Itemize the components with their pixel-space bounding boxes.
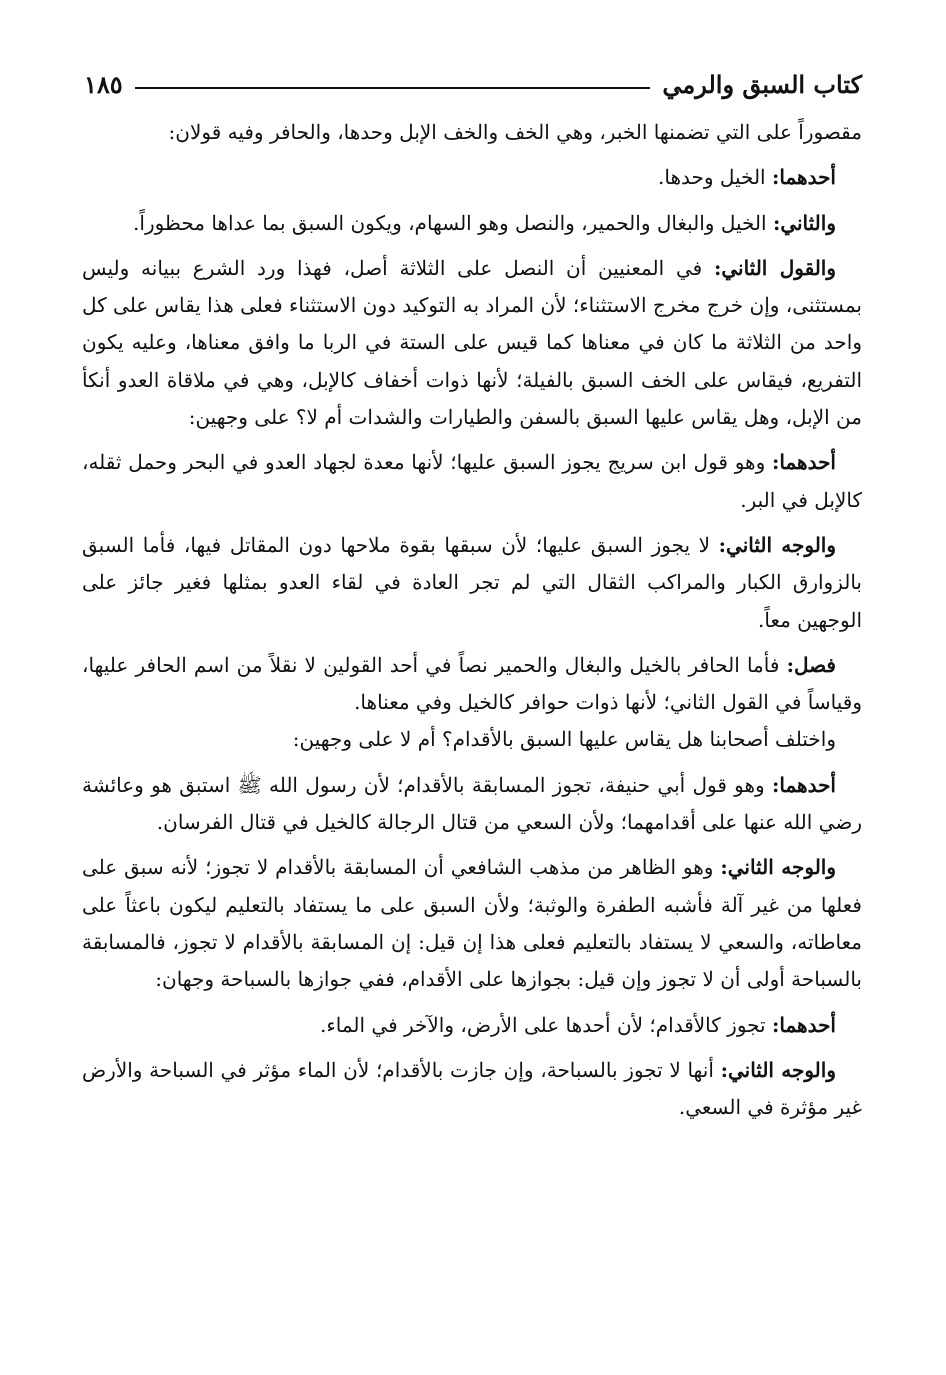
running-title: كتاب السبق والرمي: [662, 69, 862, 99]
paragraph-lead: أحدهما:: [771, 1012, 836, 1037]
paragraph-lead: والوجه الثاني:: [718, 532, 836, 557]
paragraph-lead: والوجه الثاني:: [720, 855, 836, 880]
paragraph: [82, 444, 862, 519]
paragraph-text: وهو قول ابن سريج يجوز السبق عليها؛ لأنها معدة لجهاد العدو في البحر وحمل ثقله، كالإبل في البر.: [82, 450, 862, 512]
paragraph-text: مقصوراً على التي تضمنها الخبر، وهي الخف والخف الإبل وحدها، والحافر وفيه قولان:: [168, 120, 862, 144]
paragraph-lead: فصل:: [786, 652, 836, 677]
paragraph: [82, 767, 862, 842]
paragraph-text: تجوز كالأقدام؛ لأن أحدها على الأرض، والآخر في الماء.: [319, 1012, 772, 1037]
paragraph: [82, 205, 862, 242]
paragraph-lead: والثاني:: [772, 210, 836, 235]
paragraph: [82, 1052, 862, 1127]
page-header: [84, 66, 862, 102]
paragraph-lead: والقول الثاني:: [713, 255, 836, 280]
paragraph: [82, 721, 862, 758]
paragraph: [82, 849, 862, 998]
paragraph: [82, 250, 862, 436]
paragraph-text: أنها لا تجوز بالسباحة، وإن جازت بالأقدام؛ لأن الماء مؤثر في السباحة والأرض غير مؤثرة في السعي.: [82, 1057, 862, 1120]
paragraph-text: وهو قول أبي حنيفة، تجوز المسابقة بالأقدام؛ لأن رسول الله ﷺ استبق هو وعائشة رضي الله عنها على أقدامهما؛ ولأن السعي من قتال الرجالة كالخيل في قتال الفرسان.: [82, 772, 862, 835]
paragraph-text: الخيل وحدها.: [658, 165, 772, 190]
paragraph-text: لا يجوز السبق عليها؛ لأن سبقها بقوة ملاحها دون المقاتل فيها، فأما السبق بالزوارق الكبار والمراكب الثقال التي لم تجر العادة في لقاء العدو بمثلها فغير جائز على الوجهين معاً.: [82, 532, 862, 632]
paragraph-lead: أحدهما:: [771, 772, 836, 797]
paragraph-lead: أحدهما:: [771, 165, 836, 190]
paragraph-lead: أحدهما:: [771, 450, 836, 475]
paragraph: [82, 159, 862, 196]
paragraph-text: واختلف أصحابنا هل يقاس عليها السبق بالأقدام؟ أم لا على وجهين:: [292, 727, 836, 752]
paragraph: [82, 114, 862, 151]
paragraph-text: وهو الظاهر من مذهب الشافعي أن المسابقة بالأقدام لا تجوز؛ لأنه سبق على فعلها من غير آلة فأشبه الطفرة والوثبة؛ ولأن السبق على ما يستفاد بالتعليم ليكون باعثاً على معاطاته، والسعي لا يستفاد بالتعليم فعلى هذا إن قيل: إن المسابقة بالأقدام لا تجوز، فالمسابقة بالسباحة أولى أن لا تجوز وإن قيل: بجوازها على الأقدام، ففي جوازها بالسباحة وجهان:: [82, 855, 862, 992]
paragraph-lead: والوجه الثاني:: [720, 1057, 836, 1082]
paragraph: [82, 527, 862, 639]
paragraph: [82, 647, 862, 722]
paragraph-text: الخيل والبغال والحمير، والنصل وهو السهام، ويكون السبق بما عداها محظوراً.: [133, 210, 773, 235]
paragraph-text: فأما الحافر بالخيل والبغال والحمير نصاً في أحد القولين لا نقلاً من اسم الحافر عليها، وقياساً في القول الثاني؛ لأنها ذوات حوافر كالخيل وفي معناها.: [82, 652, 862, 715]
page-body: [82, 114, 862, 1134]
header-rule: [135, 87, 651, 89]
paragraph-text: في المعنيين أن النصل على الثلاثة أصل، فهذا ورد الشرع ببيانه وليس بمستثنى، وإن خرج مخرج الاستثناء؛ لأن المراد به التوكيد دون الاستثناء فعلى هذا يقاس على كل واحد من الثلاثة ما كان في معناها كما قيس على الستة في الربا ما وافق معناها، وعليه يكون التفريع، فيقاس على الخف السبق بالفيلة؛ لأنها ذوات أخفاف كالإبل، وهي في ملاقاة العدو أنكأ من الإبل، وهل يقاس عليها السبق بالسفن والطيارات والشدات أم لا؟ على وجهين:: [82, 255, 862, 430]
paragraph: [82, 1007, 862, 1044]
page-number: ١٨٥: [84, 69, 123, 99]
